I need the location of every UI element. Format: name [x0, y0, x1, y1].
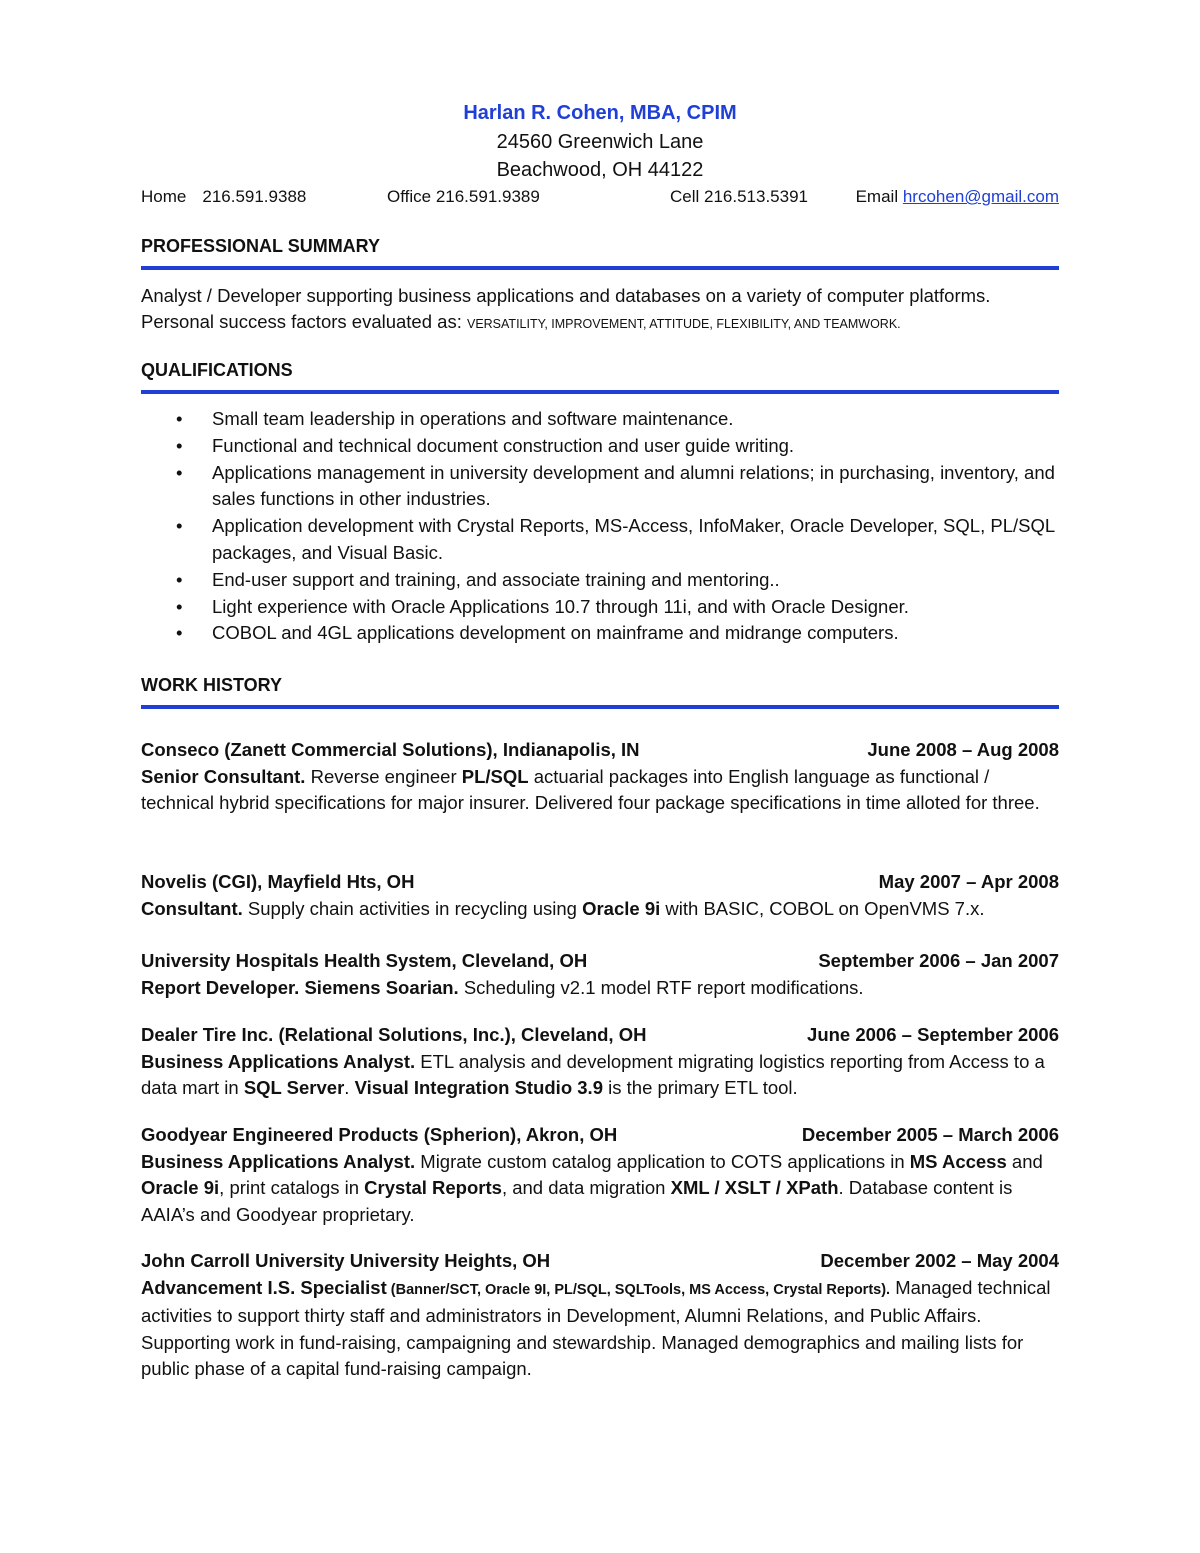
qualification-text: Application development with Crystal Reports, MS-Access, InfoMaker, Oracle Developer, SQL, PL/SQL packages, and Visual Basic.: [212, 515, 1055, 563]
bullet: •: [176, 434, 183, 456]
job-highlight: MS Access: [909, 1150, 1007, 1172]
cell-phone: Cell 216.513.5391: [670, 187, 809, 206]
job-highlight: Oracle 9i: [141, 1177, 220, 1198]
job-text: with BASIC, COBOL on OpenVMS 7.x.: [660, 897, 985, 919]
summary-line-2-prefix: Personal success factors evaluated as:: [141, 311, 467, 332]
summary-line-1: Analyst / Developer supporting business applications and databases on a variety of computer platforms.: [141, 285, 991, 306]
list-item: [141, 567, 1059, 594]
job-text: Migrate custom catalog application to COTS applications in: [415, 1150, 910, 1172]
qualification-text: Small team leadership in operations and software maintenance.: [212, 408, 734, 429]
bullet: •: [176, 408, 183, 429]
job-text: actuarial packages into English language as functional / technical hybrid specifications for major insurer. Delivered four package specifications in time alloted for three.: [141, 765, 1040, 813]
job-description: [141, 1049, 1059, 1102]
qualification-text: Applications management in university development and alumni relations; in purchasing, inventory, and sales functions in other industries.: [212, 461, 1055, 510]
work-history-rule: [141, 705, 1059, 709]
address-line-1: 24560 Greenwich Lane: [496, 131, 704, 153]
job-role: Report Developer. Siemens Soarian.: [141, 976, 459, 998]
job-highlight: PL/SQL: [461, 765, 529, 787]
job-text: is the primary ETL tool.: [603, 1077, 798, 1098]
job-text: Supply chain activities in recycling using: [242, 897, 583, 919]
work-history-title: WORK HISTORY: [141, 675, 283, 695]
job-company: University Hospitals Health System, Cleveland, OH: [141, 950, 588, 971]
job-company: Novelis (CGI), Mayfield Hts, OH: [141, 871, 415, 892]
job-description: [141, 764, 1059, 817]
summary-title: PROFESSIONAL SUMMARY: [141, 236, 381, 256]
job-highlight: XML / XSLT / XPath: [670, 1177, 839, 1198]
email-link[interactable]: hrcohen@gmail.com: [902, 187, 1059, 206]
job-dates: September 2006 – Jan 2007: [818, 950, 1059, 971]
job-text: Reverse engineer: [305, 765, 462, 787]
job-entry: [141, 869, 1059, 922]
job-highlight: SQL Server: [243, 1077, 345, 1098]
job-company: Goodyear Engineered Products (Spherion), Akron, OH: [141, 1124, 618, 1145]
job-description: [141, 1275, 1059, 1383]
qualification-text: End-user support and training, and associate training and mentoring..: [212, 568, 780, 590]
resume-header: [141, 98, 1059, 184]
job-header: [141, 1022, 1059, 1049]
job-text: .: [344, 1077, 355, 1098]
summary-text: [141, 283, 1071, 337]
qualification-text: Light experience with Oracle Applications 10.7 through 11i, and with Oracle Designer.: [212, 595, 909, 617]
job-header: [141, 737, 1059, 764]
job-description: [141, 975, 1059, 1002]
qualifications-title: QUALIFICATIONS: [141, 360, 293, 380]
home-label: Home: [141, 187, 187, 206]
job-company: John Carroll University University Heights, OH: [141, 1250, 551, 1271]
job-highlight: Crystal Reports: [364, 1177, 502, 1198]
job-text: , and data migration: [501, 1177, 671, 1198]
email: [856, 186, 1059, 208]
candidate-name: Harlan R. Cohen, MBA, CPIM: [463, 102, 737, 124]
job-dates: December 2002 – May 2004: [820, 1250, 1059, 1271]
job-description: [141, 1149, 1059, 1229]
job-role: Business Applications Analyst.: [141, 1050, 416, 1072]
job-text: . Database content is AAIA’s and Goodyear proprietary.: [141, 1177, 1013, 1225]
job-text: Managed technical activities to support thirty staff and administrators in Development, Alumni Relations, and Public Affairs. Supporting work in fund-raising, campaigning and stewardship. Managed demographics and mailing lists for public phase of a capital fund-raising campaign.: [141, 1276, 1051, 1379]
email-label: Email: [855, 187, 899, 206]
home-number: 216.591.9388: [202, 187, 307, 206]
job-text: Scheduling v2.1 model RTF report modifications.: [458, 976, 864, 998]
bullet: •: [176, 515, 183, 537]
home-phone: [141, 186, 306, 208]
success-factors: VERSATILITY, IMPROVEMENT, ATTITUDE, FLEXIBILITY, AND TEAMWORK.: [466, 317, 901, 331]
job-highlight: Oracle 9i: [582, 897, 661, 919]
bullet: •: [176, 461, 183, 483]
list-item: [141, 513, 1059, 567]
job-header: [141, 1122, 1059, 1149]
job-dates: December 2005 – March 2006: [801, 1124, 1059, 1145]
address-line-2: Beachwood, OH 44122: [496, 159, 704, 181]
job-entry: [141, 737, 1059, 817]
qualification-text: COBOL and 4GL applications development on mainframe and midrange computers.: [212, 622, 899, 644]
job-entry: [141, 1022, 1059, 1102]
bullet: •: [176, 595, 183, 617]
job-dates: June 2006 – September 2006: [807, 1024, 1059, 1045]
job-dates: June 2008 – Aug 2008: [867, 739, 1059, 760]
list-item: [141, 460, 1059, 514]
bullet: •: [176, 622, 183, 644]
office-phone: Office 216.591.9389: [387, 187, 540, 206]
job-description: [141, 896, 1059, 923]
job-text: and: [1006, 1150, 1043, 1172]
bullet: •: [176, 568, 183, 590]
job-role: Consultant.: [141, 897, 243, 919]
qualification-text: Functional and technical document construction and user guide writing.: [212, 434, 795, 456]
qualifications-list: [141, 406, 1059, 647]
job-company: Conseco (Zanett Commercial Solutions), Indianapolis, IN: [141, 739, 640, 760]
job-header: [141, 1248, 1059, 1275]
list-item: [141, 433, 1059, 460]
job-entry: [141, 948, 1059, 1001]
job-company: Dealer Tire Inc. (Relational Solutions, Inc.), Cleveland, OH: [141, 1024, 647, 1045]
list-item: [141, 620, 1059, 647]
job-header: [141, 948, 1059, 975]
job-entry: [141, 1248, 1059, 1383]
job-tools: (Banner/SCT, Oracle 9I, PL/SQL, SQLTools, MS Access, Crystal Reports).: [386, 1281, 891, 1298]
job-role: Business Applications Analyst.: [141, 1150, 416, 1172]
job-role: Advancement I.S. Specialist: [141, 1276, 387, 1298]
job-text: , print catalogs in: [219, 1177, 365, 1198]
list-item: [141, 594, 1059, 621]
summary-line-2: [141, 309, 1071, 337]
job-entry: [141, 1122, 1059, 1228]
job-text: ETL analysis and development migrating logistics reporting from Access to a data mart in: [141, 1050, 1045, 1098]
qualifications-rule: [141, 390, 1059, 394]
list-item: [141, 406, 1059, 433]
job-dates: May 2007 – Apr 2008: [878, 871, 1059, 892]
summary-rule: [141, 266, 1059, 270]
job-highlight: Visual Integration Studio 3.9: [354, 1077, 603, 1098]
job-role: Senior Consultant.: [141, 765, 306, 787]
job-header: [141, 869, 1059, 896]
